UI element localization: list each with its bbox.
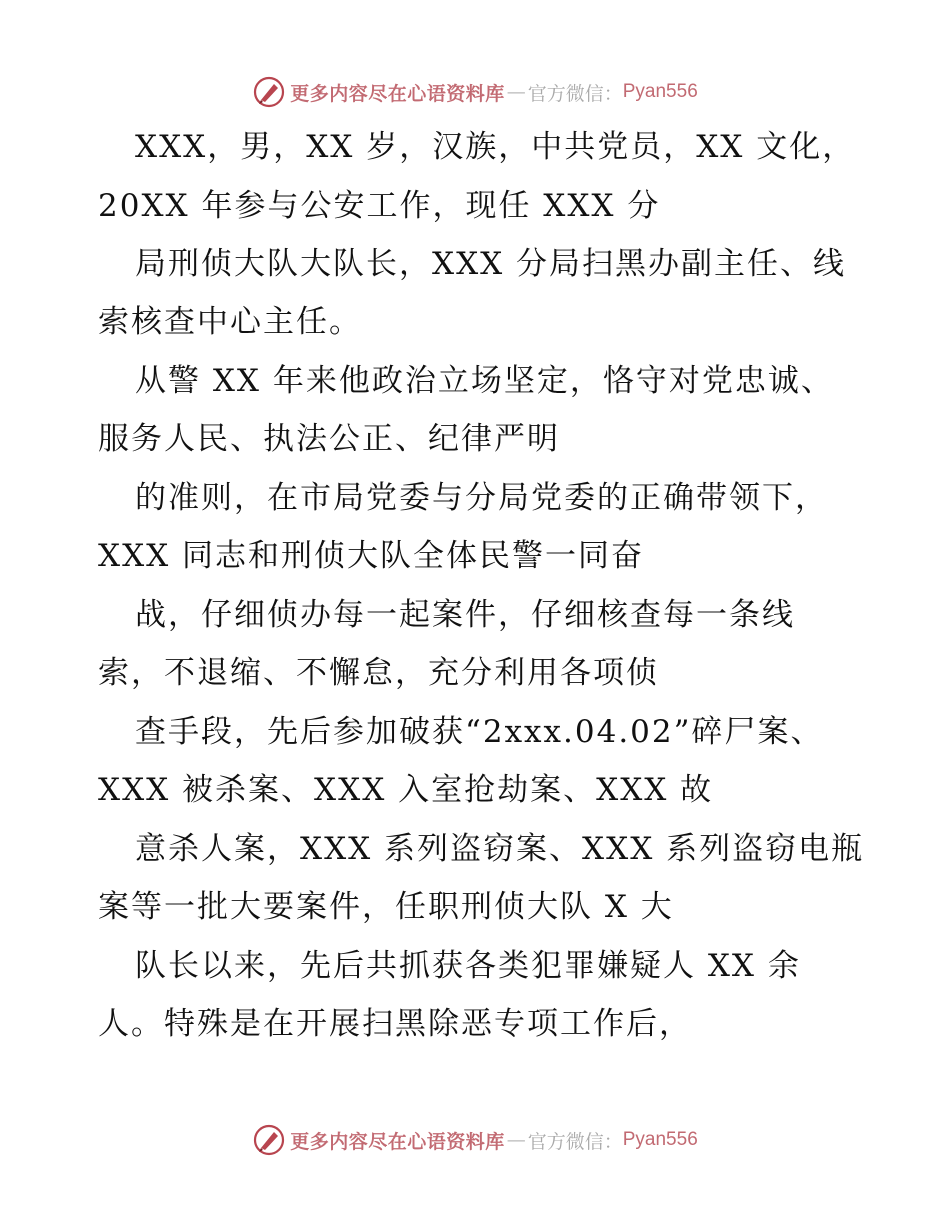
- text-line: 意杀人案，XXX 系列盗窃案、XXX 系列盗窃电瓶: [135, 831, 865, 867]
- watermark-brand: 更多内容尽在心语资料库: [290, 82, 505, 105]
- watermark-dash: —: [506, 81, 526, 103]
- footer-watermark: [0, 1120, 950, 1160]
- text-line: XXX 同志和刑侦大队全体民警一同奋: [98, 538, 645, 574]
- watermark-dash: —: [506, 1129, 526, 1151]
- watermark-id: Pyan556: [622, 81, 698, 102]
- text-line: 人。特殊是在开展扫黑除恶专项工作后，: [98, 1006, 692, 1042]
- text-line: 索，不退缩、不懈怠，充分利用各项侦: [98, 655, 659, 691]
- watermark-id: Pyan556: [622, 1129, 698, 1150]
- header-watermark: [0, 72, 950, 112]
- watermark-label: 官方微信：: [527, 1130, 623, 1153]
- text-line: 的准则，在市局党委与分局党委的正确带领下，: [135, 480, 828, 516]
- text-line: 从警 XX 年来他政治立场坚定，恪守对党忠诚、: [135, 363, 834, 399]
- text-line: 20XX 年参与公安工作，现任 XXX 分: [98, 188, 661, 224]
- text-line: XXX 被杀案、XXX 入室抢劫案、XXX 故: [98, 772, 714, 808]
- pen-logo-icon: [252, 75, 286, 109]
- text-line: XXX，男，XX 岁，汉族，中共党员，XX 文化，: [135, 129, 856, 165]
- text-line: 索核查中心主任。: [98, 304, 362, 340]
- text-line: 服务人民、执法公正、纪律严明: [98, 421, 560, 457]
- text-line: 局刑侦大队大队长，XXX 分局扫黑办副主任、线: [135, 246, 847, 282]
- text-line: 查手段，先后参加破获“2xxx.04.02”碎尸案、: [135, 714, 824, 750]
- text-line: 战，仔细侦办每一起案件，仔细核查每一条线: [135, 597, 795, 633]
- watermark-label: 官方微信：: [527, 82, 623, 105]
- text-line: 队长以来，先后共抓获各类犯罪嫌疑人 XX 余: [135, 948, 801, 984]
- watermark-brand: 更多内容尽在心语资料库: [290, 1130, 505, 1153]
- text-line: 案等一批大要案件，任职刑侦大队 X 大: [98, 889, 674, 925]
- pen-logo-icon: [252, 1123, 286, 1157]
